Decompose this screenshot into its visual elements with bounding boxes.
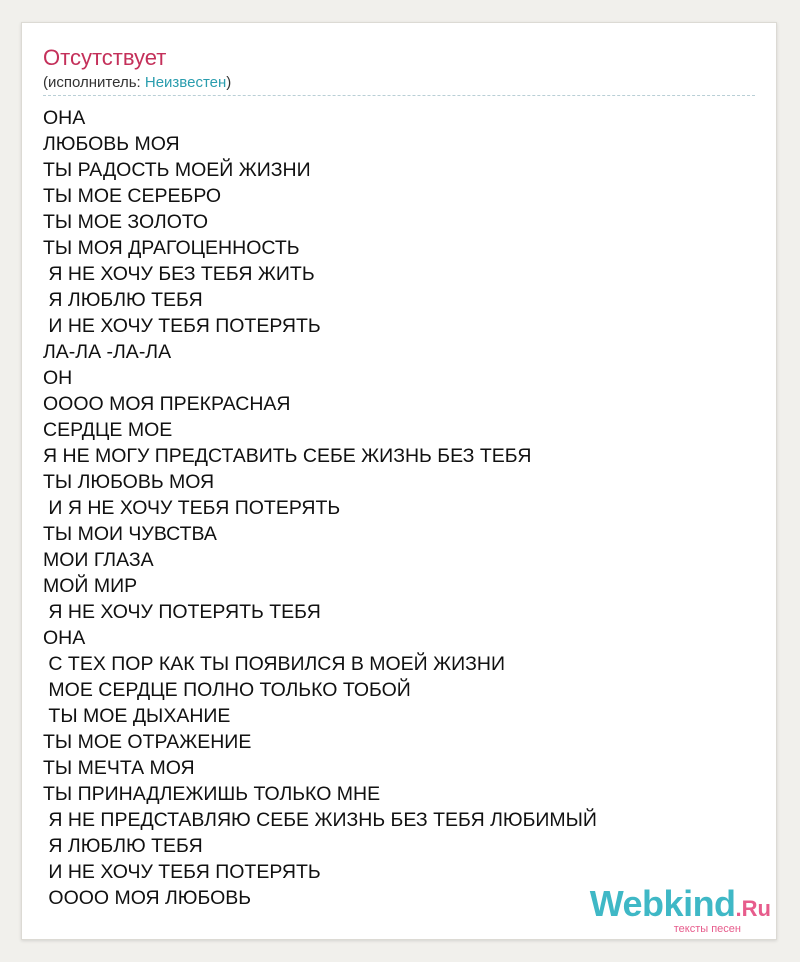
lyric-line: ТЫ РАДОСТЬ МОЕЙ ЖИЗНИ <box>43 159 311 181</box>
lyric-line: Я НЕ МОГУ ПРЕДСТАВИТЬ СЕБЕ ЖИЗНЬ БЕЗ ТЕБЯ <box>43 445 532 467</box>
lyric-line: ТЫ МОЕ СЕРЕБРО <box>43 185 222 207</box>
lyric-line: ОООО МОЯ ЛЮБОВЬ <box>43 887 252 909</box>
song-title: Отсутствует <box>43 45 167 70</box>
lyric-line: С ТЕХ ПОР КАК ТЫ ПОЯВИЛСЯ В МОЕЙ ЖИЗНИ <box>43 653 506 675</box>
lyric-line: Я ЛЮБЛЮ ТЕБЯ <box>43 289 203 311</box>
lyric-line: ТЫ ПРИНАДЛЕЖИШЬ ТОЛЬКО МНЕ <box>43 783 381 805</box>
lyric-line: Я НЕ ХОЧУ БЕЗ ТЕБЯ ЖИТЬ <box>43 263 315 285</box>
lyric-line: ТЫ МОИ ЧУВСТВА <box>43 523 217 545</box>
lyric-line: ТЫ МОЕ ОТРАЖЕНИЕ <box>43 731 252 753</box>
lyric-line: ТЫ МОЕ ЗОЛОТО <box>43 211 209 233</box>
lyric-line: ТЫ МОЕ ДЫХАНИЕ <box>43 705 231 727</box>
title-divider <box>43 95 755 96</box>
logo-tagline: тексты песен <box>673 923 741 935</box>
lyric-line: ТЫ ЛЮБОВЬ МОЯ <box>43 471 215 493</box>
lyric-line: Я ЛЮБЛЮ ТЕБЯ <box>43 835 203 857</box>
lyric-line: И НЕ ХОЧУ ТЕБЯ ПОТЕРЯТЬ <box>43 861 321 883</box>
logo-wordmark <box>589 883 771 927</box>
logo-brand: Webkind <box>589 883 736 924</box>
lyrics-card <box>21 22 777 940</box>
lyric-line: И Я НЕ ХОЧУ ТЕБЯ ПОТЕРЯТЬ <box>43 497 341 519</box>
lyric-line: ЛА-ЛА -ЛА-ЛА <box>43 341 172 363</box>
lyric-line: ОНА <box>43 627 86 649</box>
lyric-line: ТЫ МОЯ ДРАГОЦЕННОСТЬ <box>43 237 300 259</box>
lyric-line: Я НЕ ПРЕДСТАВЛЯЮ СЕБЕ ЖИЗНЬ БЕЗ ТЕБЯ ЛЮБИМЫЙ <box>43 809 597 831</box>
artist-suffix: ) <box>226 74 232 91</box>
lyric-line: И НЕ ХОЧУ ТЕБЯ ПОТЕРЯТЬ <box>43 315 321 337</box>
lyric-line: ОН <box>43 367 73 389</box>
artist-prefix: (исполнитель: <box>43 74 145 91</box>
lyric-line: СЕРДЦЕ МОЕ <box>43 419 173 441</box>
site-logo[interactable] <box>589 883 771 935</box>
lyric-line: ОООО МОЯ ПРЕКРАСНАЯ <box>43 393 291 415</box>
artist-line <box>43 74 231 91</box>
lyric-line: ЛЮБОВЬ МОЯ <box>43 133 180 155</box>
logo-tld: .Ru <box>735 896 771 921</box>
lyric-line: ОНА <box>43 107 86 129</box>
lyric-line: МОЕ СЕРДЦЕ ПОЛНО ТОЛЬКО ТОБОЙ <box>43 679 411 701</box>
lyric-line: МОИ ГЛАЗА <box>43 549 154 571</box>
lyric-line: МОЙ МИР <box>43 575 138 597</box>
lyrics-text <box>43 105 597 911</box>
lyric-line: ТЫ МЕЧТА МОЯ <box>43 757 195 779</box>
lyric-line: Я НЕ ХОЧУ ПОТЕРЯТЬ ТЕБЯ <box>43 601 321 623</box>
artist-link[interactable]: Неизвестен <box>144 74 227 91</box>
